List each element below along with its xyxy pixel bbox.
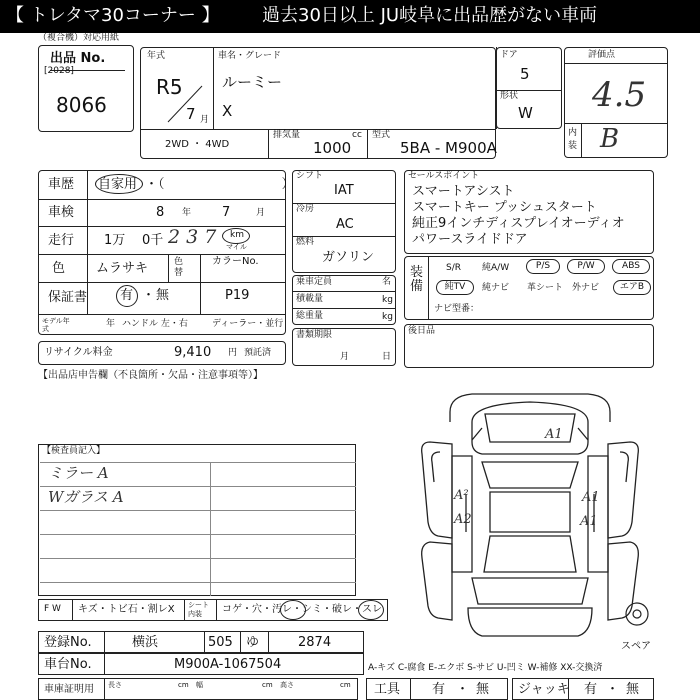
cert-cm-2: cm [262,681,273,689]
jack-label: ジャッキ [518,682,570,697]
inspection-month-unit: 月 [256,208,266,218]
banner-right: 過去30日以上 JU岐阜に出品歴がない車両 [262,5,598,26]
damage-legend: A-キズ C-腐食 E-エクボ S-サビ U-凹ミ W-補修 XX-交換済 [368,663,603,673]
equip-pw: P/W [567,259,605,274]
banner [0,0,700,33]
warranty-sep: ・ [142,288,156,303]
month-suffix: 月 [200,115,210,125]
weight-unit: kg [382,312,393,322]
equipment-label: 装備 [410,265,424,294]
score-label: 評価点 [588,50,616,60]
tools-has: 有 [432,682,446,697]
lot-tag: [2028] [44,66,74,76]
ac-value: AC [336,217,354,232]
shift-value: IAT [334,183,354,198]
history-value: 自家用 [98,177,138,192]
capacity-label: 乗車定員 [296,277,333,287]
lot-number: 8066 [56,93,107,117]
colorno-label: カラーNo. [212,256,259,267]
doors-value: 5 [520,65,530,83]
cert-cm-1: cm [178,681,189,689]
deadline-day: 日 [382,352,392,362]
warranty-has: 有 [120,288,134,303]
banner-left: 【 トレタマ30コーナー 】 [6,5,220,26]
capacity-unit: 名 [382,277,392,287]
chassis-label: 車台No. [44,657,92,672]
fuel-label: 燃料 [296,237,315,247]
sales-line-4: パワースライドドア [412,232,528,247]
load-unit: kg [382,295,393,305]
inspection-month: 7 [222,205,231,220]
tools-sep: ・ [456,682,470,697]
inspection-year: 8 [156,205,165,220]
inspector-label: 【検査員記入】 [42,446,106,456]
model-year-label: モデル年式 [42,317,70,333]
equip-sr: S/R [446,263,461,273]
recycle-label: リサイクル料金 [44,347,113,358]
shift-label: シフト [296,171,324,181]
tools-label: 工具 [374,682,401,697]
registration-class: 505 [208,635,233,650]
history-rest: ・（ ） [145,177,295,192]
mileage-unit: km [230,230,244,240]
mileage-man: 1万 [104,233,126,248]
mark-left-2: A2 [454,512,472,527]
car-grade: X [222,102,233,120]
cert-length: 長さ [108,681,122,689]
spare-label: スペア [621,641,651,652]
recycle-unit: 円 [228,348,238,358]
under-banner: （複合機）対応用紙 [38,33,120,43]
cc-label: 排気量 [273,130,301,140]
cc-unit: cc [352,130,362,140]
car-damage-diagram [410,382,650,644]
equip-abs: ABS [612,259,650,274]
postdate-box [404,324,654,368]
detail-table [38,170,286,335]
cc-value: 1000 [313,139,352,157]
deadline-label: 書類期限 [296,330,333,340]
fw-scratch: キズ・トビ石・割レX [78,604,175,615]
equip-airbag: エアB [613,280,651,295]
sales-line-2: スマートキー プッシュスタート [412,200,597,215]
cert-height: 高さ [280,681,294,689]
mark-right-2: A1 [580,514,598,529]
inspector-note-1: ミラー A [48,464,109,482]
mileage-unit2: マイル [226,243,247,251]
registration-label: 登録No. [44,635,92,650]
sales-line-1: スマートアシスト [412,184,515,199]
postdate-label: 後日品 [408,326,436,336]
equip-navi-model: ナビ型番： [434,304,480,314]
car-name: ルーミー [222,73,283,91]
inspection-year-unit: 年 [182,208,192,218]
equip-aw: 純A/W [482,263,510,273]
weight-label: 総重量 [296,311,324,321]
month-value: 7 [186,105,196,123]
recycle-note: 預託済 [244,348,272,358]
mileage-digits: 2 3 7 [168,226,217,248]
color-change-label: 色替 [174,257,184,278]
interior-value: B [600,124,620,154]
doors-label: ドア [500,50,518,60]
wear-circle [358,600,384,620]
lot-label: 出品 No. [50,51,106,66]
dealer-label: ディーラー・並行 [212,319,284,329]
inspector-note-2: Wガラス A [48,488,124,506]
drive-label: 2WD ・ 4WD [165,139,230,150]
cert-label: 車庫証明用 [44,684,94,695]
name-label: 車名・グレード [218,51,282,61]
fw-stain: コゲ・穴・汚レ・シミ・破レ・スレ [222,604,382,615]
registration-number: 2874 [298,635,332,650]
tools-none: 無 [476,682,490,697]
ac-label: 冷房 [296,204,315,214]
stain-circle [280,600,306,620]
jack-has: 有 [584,682,598,697]
score-value: 4.5 [592,75,647,115]
cert-cm-3: cm [340,681,351,689]
chassis-value: M900A-1067504 [174,657,282,672]
shape-value: W [518,104,533,122]
interior-label: 内装 [568,128,578,151]
jack-sep: ・ [606,682,620,697]
model-value: 5BA - M900A [400,139,497,157]
color-label: 色 [52,261,66,276]
mark-left-1: A² [454,488,469,503]
warranty-none: 無 [156,288,170,303]
load-label: 積載量 [296,294,324,304]
inspection-label: 車検 [48,205,75,220]
equip-tv: 純TV [436,280,474,295]
registration-kana: ゆ [246,635,260,650]
declaration-label: 【出品店申告欄（不良箇所・欠品・注意事項等）】 [38,370,263,381]
model-year-unit: 年 [106,319,116,329]
equip-extnavi: 外ナビ [572,283,600,293]
recycle-value: 9,410 [174,345,212,360]
cert-width: 幅 [196,681,203,689]
equip-ps: P/S [526,259,560,274]
sales-label: セールスポイント [408,171,480,181]
fw-label: F W [44,604,61,614]
jack-none: 無 [626,682,640,697]
mark-right-1: A1 [582,490,600,505]
history-label: 車歴 [48,177,75,192]
model-label: 型式 [372,130,391,140]
mileage-label: 走行 [48,233,75,248]
registration-city: 横浜 [132,635,159,650]
mark-a1-top: A1 [545,427,563,442]
fw-seat: シート内装 [188,601,209,618]
fuel-value: ガソリン [322,250,375,265]
equip-navi: 純ナビ [482,283,510,293]
equip-leather: 革シート [527,283,564,293]
color-value: ムラサキ [96,261,149,276]
colorno-value: P19 [225,288,250,303]
mileage-zero: 0千 [142,233,164,248]
deadline-month: 月 [340,352,350,362]
warranty-label: 保証書 [48,290,88,305]
handle-label: ハンドル 左・右 [122,319,188,329]
shape-label: 形状 [500,91,519,101]
sales-line-3: 純正9インチディスプレイオーディオ [412,216,625,231]
year-label: 年式 [147,51,166,61]
year-value: R5 [156,75,183,99]
